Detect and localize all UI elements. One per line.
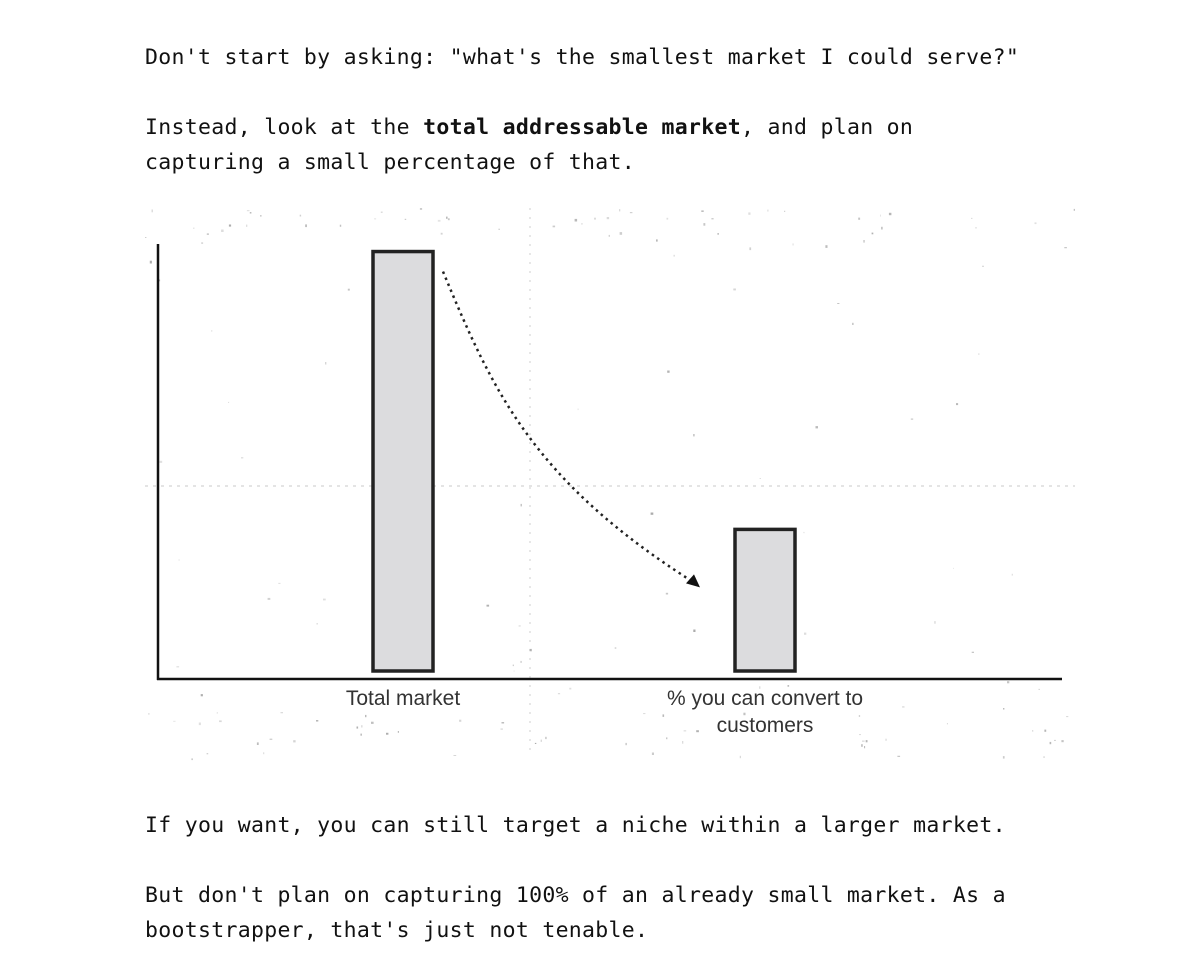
noise-speck (859, 734, 861, 735)
conversion-arrowhead (686, 574, 700, 587)
noise-speck (667, 371, 669, 373)
noise-speck (784, 211, 785, 212)
noise-speck (956, 403, 958, 405)
noise-speck (176, 666, 179, 667)
noise-speck (201, 694, 203, 696)
noise-speck (717, 233, 719, 234)
noise-speck (179, 559, 180, 560)
noise-speck (953, 568, 954, 569)
noise-speck (852, 323, 854, 325)
noise-speck (201, 242, 203, 244)
noise-speck (656, 239, 658, 241)
noise-speck (861, 744, 863, 747)
noise-speck (371, 722, 374, 724)
noise-speck (760, 478, 761, 479)
market-chart-svg (145, 208, 1077, 764)
noise-speck (911, 418, 913, 420)
noise-speck (325, 362, 326, 365)
intro-paragraph: Don't start by asking: "what's the smallest market I could serve?" (145, 45, 1020, 70)
noise-speck (897, 756, 900, 757)
category-label-1-line-0: % you can convert to (666, 687, 864, 710)
noise-speck (521, 504, 523, 507)
noise-speck (228, 402, 229, 403)
noise-speck (862, 741, 865, 742)
noise-speck (748, 212, 750, 214)
noise-speck (902, 707, 904, 708)
noise-speck (1007, 681, 1009, 683)
noise-speck (438, 220, 441, 222)
noise-speck (569, 688, 571, 690)
noise-speck (651, 513, 654, 515)
noise-speck (541, 740, 542, 742)
noise-speck (1012, 574, 1013, 576)
noise-speck (553, 226, 556, 228)
scan-noise (145, 208, 1075, 760)
noise-speck (193, 228, 194, 230)
noise-speck (192, 758, 193, 760)
noise-speck (711, 218, 713, 219)
noise-speck (609, 235, 610, 237)
noise-speck (620, 232, 623, 235)
noise-speck (448, 218, 450, 220)
tam-text-line2: capturing a small percentage of that. (145, 150, 636, 175)
noise-speck (558, 693, 560, 694)
noise-speck (880, 215, 881, 217)
noise-speck (207, 234, 209, 235)
noise-speck (281, 712, 284, 713)
noise-speck (514, 671, 515, 672)
noise-speck (804, 633, 806, 635)
noise-speck (501, 728, 503, 730)
noise-speck (1050, 742, 1052, 744)
noise-speck (652, 753, 654, 756)
noise-speck (733, 289, 736, 291)
noise-speck (340, 225, 341, 227)
bootstrapper-paragraph (145, 878, 1006, 948)
noise-speck (357, 727, 359, 729)
noise-speck (499, 229, 500, 230)
noise-speck (160, 461, 163, 463)
noise-speck (1003, 756, 1005, 759)
noise-speck (703, 223, 705, 226)
noise-speck (263, 752, 264, 754)
noise-speck (247, 210, 250, 211)
noise-speck (934, 621, 936, 624)
noise-speck (229, 225, 231, 227)
category-label-0-line-0: Total market (345, 687, 461, 710)
noise-speck (241, 457, 243, 458)
noise-speck (300, 215, 301, 217)
noise-speck (804, 532, 805, 533)
noise-speck (630, 212, 633, 213)
noise-speck (693, 434, 694, 436)
noise-speck (152, 210, 153, 213)
noise-speck (316, 720, 318, 721)
noise-speck (217, 712, 218, 713)
noise-speck (502, 722, 505, 723)
noise-speck (260, 215, 262, 216)
noise-speck (519, 625, 521, 626)
noise-speck (859, 715, 860, 717)
tam-bold-term: total addressable market (423, 115, 741, 140)
noise-speck (545, 737, 547, 739)
noise-speck (520, 661, 522, 663)
noise-speck (666, 737, 667, 739)
noise-speck (858, 218, 860, 220)
noise-speck (643, 713, 645, 714)
noise-speck (976, 227, 977, 228)
category-label-1-line-1: customers (716, 714, 814, 737)
noise-speck (749, 247, 751, 250)
noise-speck (666, 593, 668, 595)
noise-speck (1003, 708, 1004, 709)
noise-speck (971, 218, 972, 219)
noise-speck (446, 217, 448, 219)
noise-speck (1032, 730, 1033, 731)
tam-text-before: Instead, look at the (145, 115, 424, 140)
noise-speck (257, 742, 259, 745)
noise-speck (767, 210, 768, 212)
noise-speck (972, 652, 974, 653)
noise-speck (535, 743, 536, 744)
noise-speck (615, 647, 617, 649)
noise-speck (405, 219, 407, 220)
noise-speck (947, 723, 948, 724)
noise-speck (219, 720, 222, 722)
noise-speck (581, 223, 582, 225)
noise-speck (866, 740, 868, 742)
noise-speck (1043, 756, 1044, 757)
tam-paragraph (145, 110, 913, 180)
noise-speck (398, 731, 399, 733)
noise-speck (250, 212, 252, 213)
noise-speck (1074, 209, 1075, 211)
bar-0 (373, 252, 433, 671)
noise-speck (293, 740, 295, 742)
noise-speck (317, 623, 318, 625)
noise-speck (682, 741, 683, 744)
noise-speck (701, 211, 703, 212)
noise-speck (145, 237, 146, 238)
noise-speck (323, 599, 326, 601)
conversion-arrow (443, 272, 697, 585)
bootstrapper-line1: But don't plan on capturing 100% of an already small market. As a (145, 883, 1006, 908)
noise-speck (173, 721, 175, 722)
noise-speck (211, 330, 212, 332)
noise-speck (982, 266, 984, 267)
noise-speck (674, 255, 675, 257)
noise-speck (365, 715, 366, 717)
noise-speck (872, 233, 874, 235)
bar-1 (735, 529, 795, 671)
noise-speck (386, 733, 388, 735)
noise-speck (578, 409, 579, 411)
noise-speck (696, 730, 699, 732)
noise-speck (594, 218, 596, 220)
noise-speck (837, 303, 839, 304)
noise-speck (305, 224, 307, 227)
noise-speck (348, 289, 350, 291)
noise-speck (361, 734, 362, 736)
noise-speck (199, 723, 201, 726)
noise-speck (487, 605, 490, 607)
noise-speck (825, 245, 827, 248)
noise-speck (881, 227, 882, 230)
noise-speck (979, 354, 980, 355)
bootstrapper-line2: bootstrapper, that's just not tenable. (145, 918, 649, 943)
noise-speck (454, 755, 457, 756)
noise-speck (459, 720, 461, 722)
noise-speck (1066, 716, 1068, 717)
noise-speck (207, 753, 209, 754)
noise-speck (889, 213, 892, 215)
noise-speck (793, 243, 794, 245)
noise-speck (863, 240, 865, 243)
noise-speck (864, 746, 865, 748)
noise-speck (278, 583, 280, 584)
noise-speck (246, 225, 247, 227)
noise-speck (684, 730, 687, 731)
noise-speck (268, 598, 271, 600)
noise-speck (619, 209, 620, 211)
noise-speck (816, 426, 819, 428)
noise-speck (693, 630, 695, 633)
noise-speck (270, 739, 273, 740)
noise-speck (221, 230, 224, 233)
noise-speck (1061, 740, 1063, 742)
noise-speck (607, 217, 609, 219)
noise-speck (148, 713, 149, 714)
noise-speck (1039, 689, 1040, 690)
noise-speck (441, 233, 443, 235)
noise-speck (625, 743, 627, 745)
noise-speck (381, 212, 383, 213)
noise-speck (1044, 730, 1046, 732)
noise-speck (885, 739, 887, 741)
noise-speck (420, 208, 422, 209)
noise-speck (513, 665, 514, 667)
noise-speck (361, 725, 362, 727)
noise-speck (667, 218, 669, 220)
noise-speck (374, 218, 376, 219)
noise-speck (575, 219, 578, 222)
noise-speck (663, 714, 665, 717)
noise-speck (1035, 222, 1037, 224)
noise-speck (150, 261, 152, 264)
noise-speck (1054, 740, 1056, 741)
market-chart (145, 208, 1077, 764)
noise-speck (1064, 247, 1067, 248)
noise-speck (740, 756, 741, 758)
tam-text-after: , and plan on (741, 115, 914, 140)
niche-paragraph: If you want, you can still target a niche within a larger market. (145, 813, 1006, 838)
